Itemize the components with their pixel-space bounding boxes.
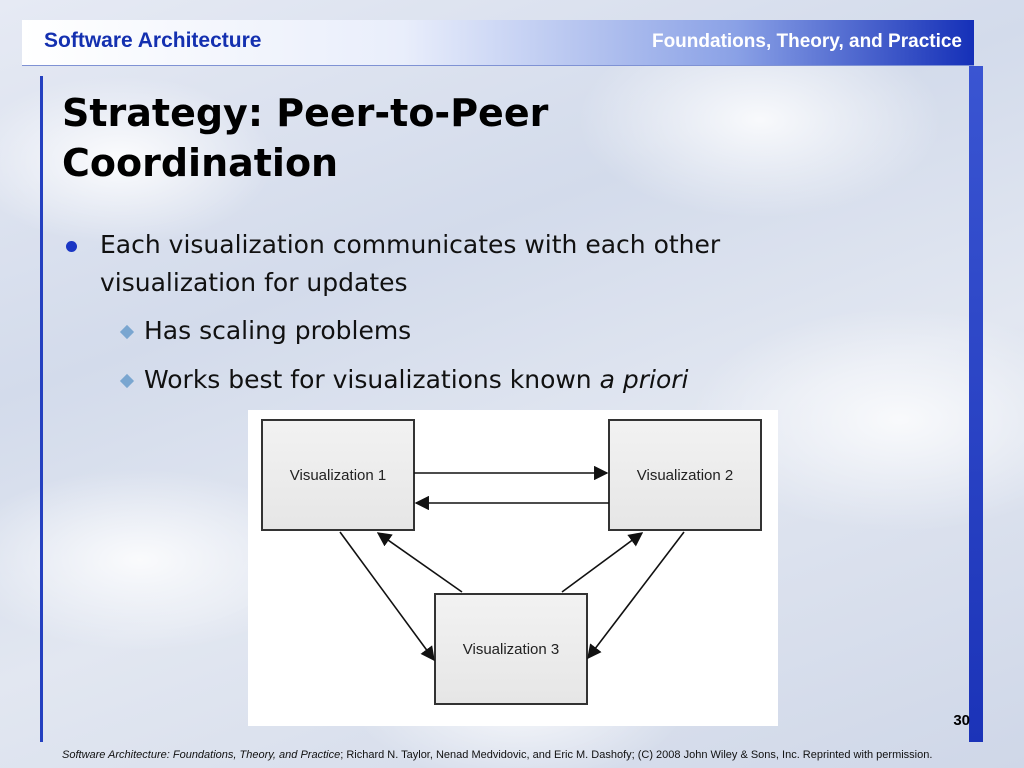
left-accent-line xyxy=(40,76,43,742)
edge-v3-to-v1 xyxy=(378,533,462,592)
slide-title-line-2: Coordination xyxy=(62,141,339,185)
sub-bullet-text-italic: a priori xyxy=(599,365,689,394)
diagram-node-visualization-3 xyxy=(435,594,587,704)
diamond-bullet-icon xyxy=(120,374,134,388)
diagram-svg xyxy=(248,410,778,726)
sub-bullet-text xyxy=(144,361,689,399)
bullet-text: Each visualization communicates with each other visualization for updates xyxy=(100,230,721,297)
node-label-visualization-1: Visualization 1 xyxy=(289,467,387,484)
node-label-visualization-2: Visualization 2 xyxy=(636,467,734,484)
right-accent-bar xyxy=(969,66,983,742)
sub-bullet-text-main: Works best for visualizations known xyxy=(144,365,600,394)
footer-citation-rest: ; Richard N. Taylor, Nenad Medvidovic, and Eric M. Dashofy; (C) 2008 John Wiley & Sons, Inc. Reprinted with permission. xyxy=(340,749,933,761)
edge-v3-to-v2 xyxy=(562,533,642,592)
diamond-bullet-icon xyxy=(120,325,134,339)
diagram-node-visualization-1 xyxy=(262,420,414,530)
slide-title xyxy=(62,88,822,188)
header-book-subtitle: Foundations, Theory, and Practice xyxy=(651,31,962,52)
edge-v2-to-v3 xyxy=(588,532,684,658)
edge-v1-to-v3 xyxy=(340,532,434,660)
footer-citation xyxy=(62,749,982,761)
sub-bullet-text xyxy=(144,312,411,350)
slide-title-line-1: Strategy: Peer-to-Peer xyxy=(62,91,549,135)
bullet-dot-icon xyxy=(66,241,77,252)
footer-citation-title: Software Architecture: Foundations, Theory, and Practice xyxy=(62,749,341,761)
sub-bullet-text-main: Has scaling problems xyxy=(144,316,412,345)
header-course-title: Software Architecture xyxy=(44,29,262,52)
node-label-visualization-3: Visualization 3 xyxy=(462,641,560,658)
diagram-node-visualization-2 xyxy=(609,420,761,530)
peer-to-peer-diagram xyxy=(248,410,778,726)
header-bar xyxy=(22,20,974,66)
slide-content xyxy=(44,76,969,742)
page-number: 30 xyxy=(953,712,970,729)
